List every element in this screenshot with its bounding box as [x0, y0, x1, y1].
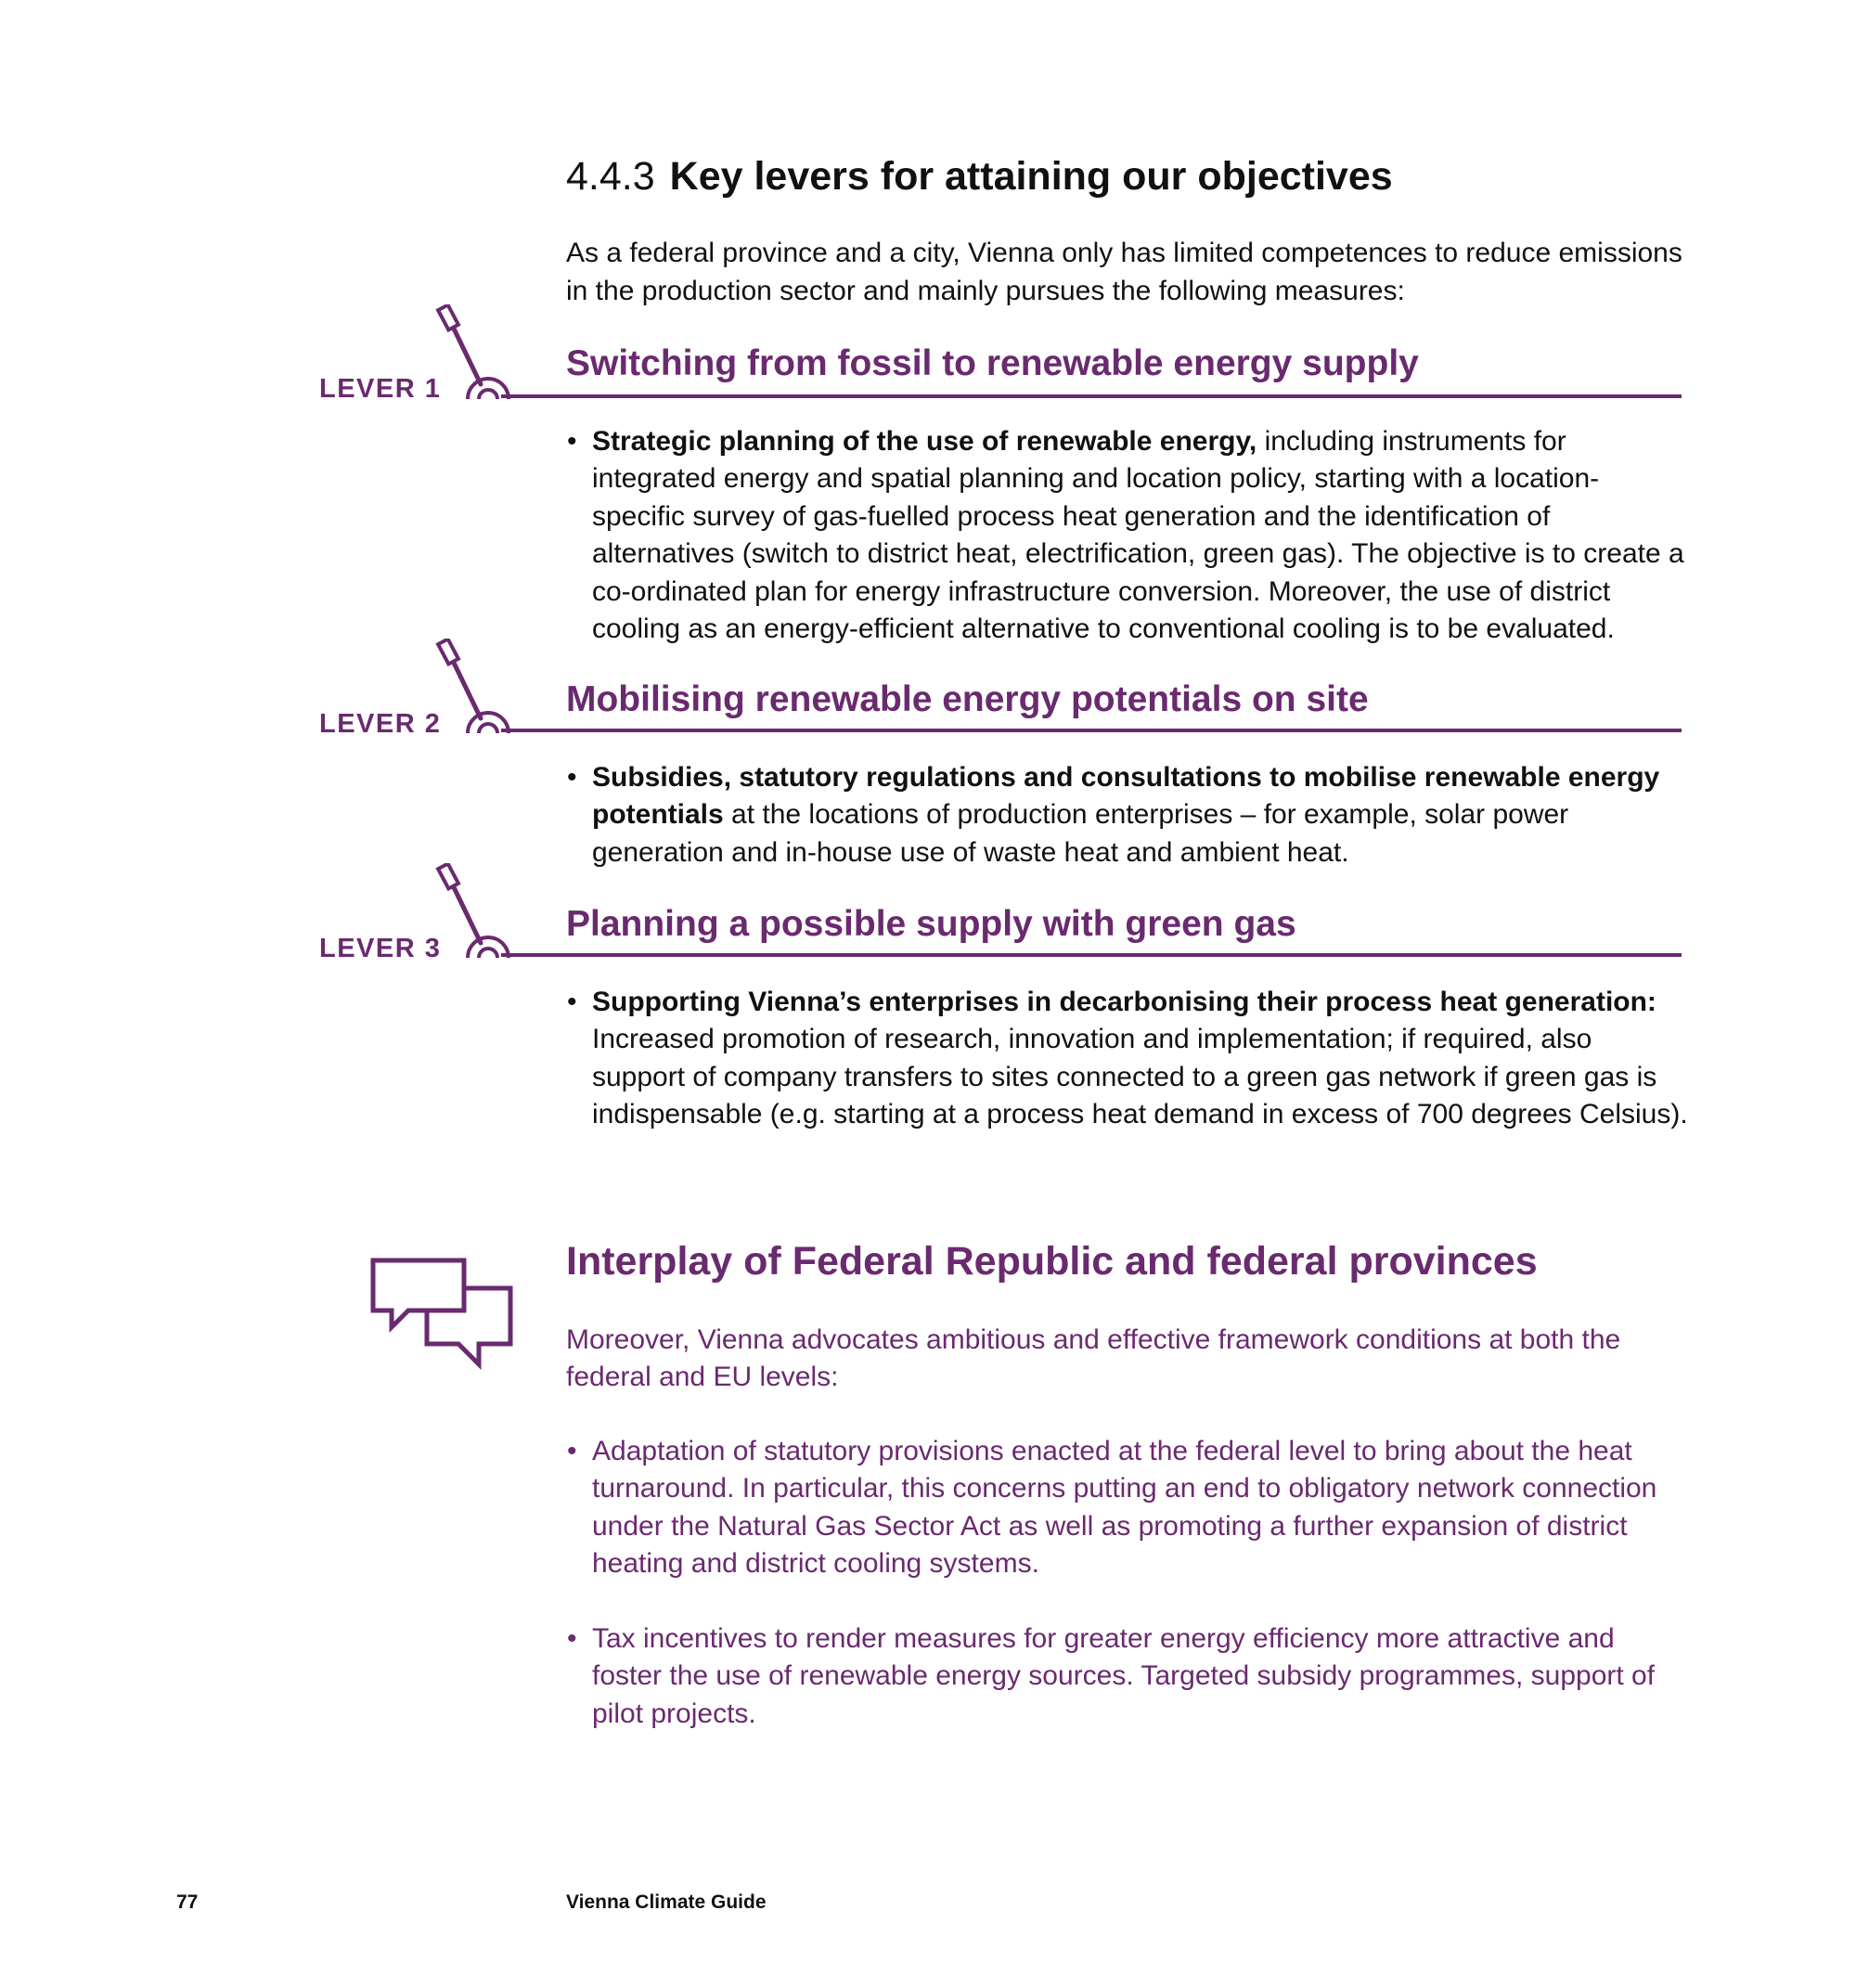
- bullet-dot: •: [567, 762, 577, 793]
- lever-2-heading: Mobilising renewable energy potentials on site: [566, 679, 1369, 719]
- footer-title: Vienna Climate Guide: [566, 1891, 767, 1913]
- lever-3-bullet: [567, 984, 1689, 1134]
- lever-2-bullet: [567, 759, 1689, 871]
- lever-icon: [427, 863, 520, 960]
- bullet-dot: •: [567, 426, 577, 457]
- lever-1-rule: [501, 394, 1682, 398]
- page-number: 77: [176, 1891, 199, 1913]
- lever-icon: [427, 304, 520, 401]
- interplay-bullet: [567, 1620, 1689, 1733]
- interplay-intro: Moreover, Vienna advocates ambitious and effective framework conditions at both the federal and EU levels:: [566, 1324, 1621, 1393]
- lever-3-heading: Planning a possible supply with green gas: [566, 904, 1296, 944]
- interplay-bullet: [567, 1433, 1689, 1583]
- lever-2-bullet-text: at the locations of production enterprises – for example, solar power generation and in-house use of waste heat and ambient heat.: [592, 799, 1569, 868]
- section-intro: As a federal province and a city, Vienna only has limited competences to reduce emissions in the production sector and mainly pursues the following measures:: [566, 238, 1682, 306]
- lever-3-label: LEVER 3: [319, 934, 442, 963]
- lever-2-label: LEVER 2: [319, 709, 442, 739]
- bullet-dot: •: [567, 987, 577, 1017]
- lever-3-bullet-bold: Supporting Vienna’s enterprises in decarbonising their process heat generation:: [592, 987, 1656, 1017]
- interplay-title: Interplay of Federal Republic and federal provinces: [566, 1239, 1538, 1284]
- bullet-dot: •: [567, 1436, 577, 1466]
- interplay-bullet-text: Tax incentives to render measures for greater energy efficiency more attractive and foster the use of renewable energy sources. Targeted subsidy programmes, support of pilot projects.: [592, 1623, 1656, 1729]
- lever-1-heading: Switching from fossil to renewable energy supply: [566, 343, 1419, 383]
- lever-icon: [427, 639, 520, 735]
- interplay-bullet-text: Adaptation of statutory provisions enacted at the federal level to bring about the heat turnaround. In particular, this concerns putting an end to obligatory network connection under the Natural Gas Sector Act as well as promoting a further expansion of district heating and district cooling systems.: [592, 1436, 1657, 1580]
- lever-2-bullet-bold: Subsidies, statutory regulations and consultations to mobilise renewable energy potentials: [592, 762, 1660, 831]
- bullet-dot: •: [567, 1623, 577, 1654]
- lever-1-bullet-bold: Strategic planning of the use of renewable energy,: [592, 426, 1257, 457]
- lever-1-bullet-text: including instruments for integrated energy and spatial planning and location policy, starting with a location-specific survey of gas-fuelled process heat generation and the identification of alternatives (switch to district heat, electrification, green gas). The objective is to create a co-ordinated plan for energy infrastructure conversion. Moreover, the use of district cooling as an energy-efficient alternative to conventional cooling is to be evaluated.: [592, 426, 1684, 645]
- speech-bubbles-icon: [367, 1255, 516, 1370]
- lever-1-bullet: [567, 423, 1689, 648]
- lever-3-rule: [501, 953, 1682, 957]
- section-title: Key levers for attaining our objectives: [669, 154, 1393, 199]
- section-heading: [566, 148, 1393, 204]
- section-number: 4.4.3: [566, 154, 655, 199]
- lever-1-label: LEVER 1: [319, 374, 442, 404]
- lever-2-rule: [501, 729, 1682, 732]
- lever-3-bullet-text: Increased promotion of research, innovation and implementation; if required, also support of company transfers to sites connected to a green gas network if green gas is indispensable (e.g. starting at a process heat demand in excess of 700 degrees Celsius).: [592, 1024, 1688, 1130]
